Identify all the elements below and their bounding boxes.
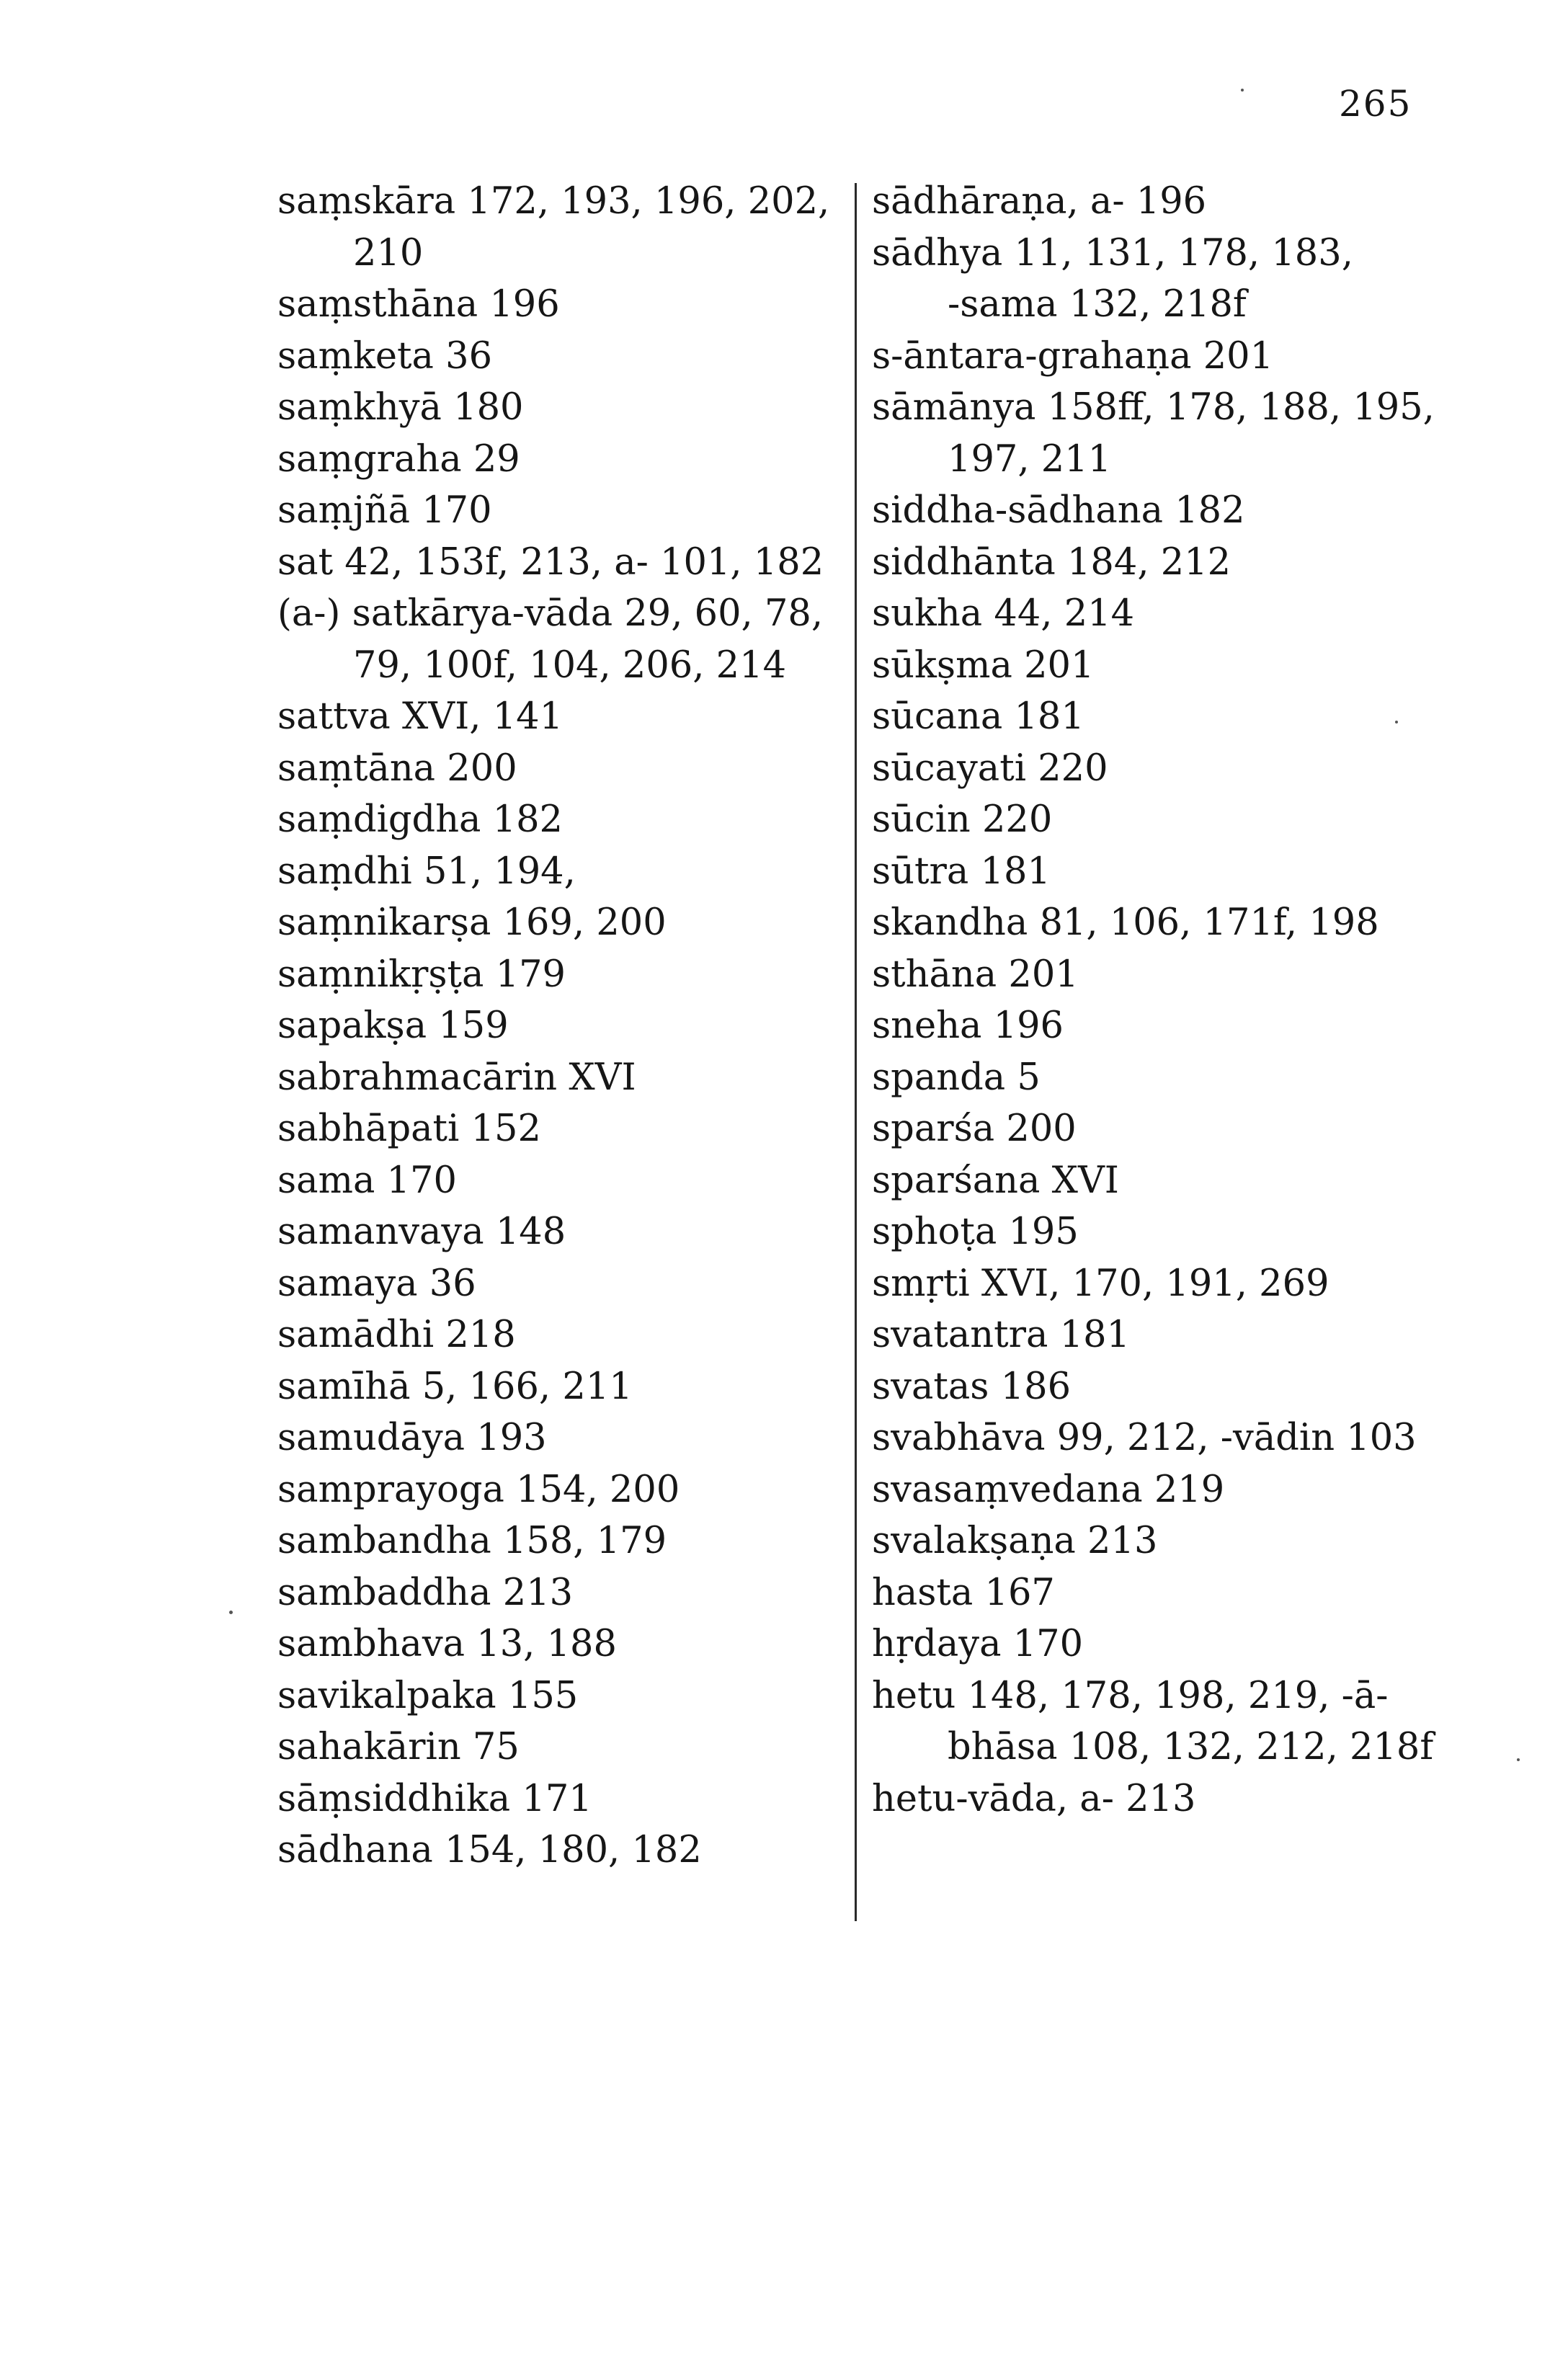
index-entry-text: saṃnikarṣa 169, 200 (277, 901, 667, 944)
column-divider (855, 183, 857, 1921)
index-entry-text: sphoṭa 195 (872, 1211, 1079, 1253)
index-entry (872, 1515, 1463, 1567)
index-entry-text: sāmānya 158ff, 178, 188, 195, (872, 386, 1435, 429)
index-entry-text: saṃgraha 29 (277, 437, 520, 481)
index-entry (872, 640, 1463, 692)
index-entry (872, 794, 1463, 846)
index-entry (872, 537, 1463, 589)
index-entry-text: smṛti XVI, 170, 191, 269 (872, 1262, 1329, 1305)
index-entry (277, 1773, 839, 1825)
page-number: 265 (1339, 83, 1412, 125)
index-entry-text: saṃtāna 200 (277, 747, 517, 790)
index-entry-text: samaya 36 (277, 1262, 476, 1305)
index-entry (277, 1515, 839, 1567)
index-entry-text: siddha-sādhana 182 (872, 489, 1245, 532)
index-entry (277, 897, 839, 949)
index-entry-continuation: -sama 132, 218f (948, 283, 1247, 326)
index-entry-text: sāṃsiddhika 171 (277, 1777, 592, 1820)
index-entry-text: svatas 186 (872, 1365, 1072, 1408)
index-entry-text: samādhi 218 (277, 1314, 516, 1356)
index-entry-text: sūkṣma 201 (872, 644, 1095, 687)
index-entry-text: samanvaya 148 (277, 1211, 566, 1253)
index-entry (872, 485, 1463, 537)
index-entry-text: saṃketa 36 (277, 334, 493, 378)
print-speck (1241, 89, 1244, 92)
index-entry-text: sambaddha 213 (277, 1571, 574, 1614)
index-entry (872, 176, 1463, 228)
index-entry (277, 1567, 839, 1619)
index-entry (277, 1361, 839, 1413)
index-entry (872, 331, 1463, 383)
index-entry-text: (a-) satkārya-vāda 29, 60, 78, (277, 592, 824, 635)
index-entry (277, 434, 839, 486)
index-entry-text: sūcin 220 (872, 798, 1053, 841)
index-entry (872, 1361, 1463, 1413)
index-entry (277, 794, 839, 846)
index-entry (277, 1103, 839, 1155)
index-entry-text: sādhana 154, 180, 182 (277, 1829, 702, 1871)
index-entry (277, 331, 839, 383)
index-entry-text: spanda 5 (872, 1056, 1041, 1099)
index-entry (872, 1773, 1463, 1825)
index-entry (277, 1618, 839, 1670)
index-entry (872, 1567, 1463, 1619)
index-entry (872, 228, 1463, 331)
index-entry (277, 1052, 839, 1104)
index-entry-text: s-āntara-grahaṇa 201 (872, 334, 1274, 378)
index-entry-text: sapakṣa 159 (277, 1005, 509, 1047)
index-entry-continuation: 197, 211 (948, 437, 1112, 481)
index-entry (872, 1052, 1463, 1104)
index-entry-text: saṃnikṛṣṭa 179 (277, 953, 566, 996)
index-entry-text: samudāya 193 (277, 1417, 547, 1459)
index-entry-text: sūcayati 220 (872, 747, 1108, 790)
index-entry (872, 1206, 1463, 1258)
index-entry-text: svatantra 181 (872, 1314, 1130, 1356)
index-entry (872, 1309, 1463, 1361)
index-entry (872, 897, 1463, 949)
index-entry-text: samprayoga 154, 200 (277, 1468, 680, 1511)
index-entry-text: svabhāva 99, 212, -vādin 103 (872, 1417, 1417, 1459)
index-entry (872, 1258, 1463, 1310)
index-entry (872, 743, 1463, 795)
index-entry-text: saṃsthāna 196 (277, 283, 560, 326)
index-entry-text: sahakārin 75 (277, 1726, 520, 1768)
index-entry-text: hṛdaya 170 (872, 1623, 1084, 1665)
index-entry (277, 537, 839, 589)
index-entry (277, 1000, 839, 1052)
index-entry (872, 1155, 1463, 1207)
index-entry (277, 691, 839, 743)
index-entry (872, 1103, 1463, 1155)
print-speck (1395, 721, 1398, 723)
index-entry-text: savikalpaka 155 (277, 1674, 579, 1717)
index-entry (277, 382, 839, 434)
index-entry-text: sparśana XVI (872, 1159, 1119, 1202)
print-speck (229, 1611, 233, 1614)
index-entry (872, 1464, 1463, 1516)
index-entry-text: sukha 44, 214 (872, 592, 1135, 635)
index-column-right (872, 176, 1463, 1825)
index-entry (872, 1670, 1463, 1773)
index-entry-text: skandha 81, 106, 171f, 198 (872, 901, 1379, 944)
index-entry-text: saṃdhi 51, 194, (277, 850, 576, 893)
index-entry-text: sabhāpati 152 (277, 1108, 541, 1150)
index-entry (872, 1618, 1463, 1670)
index-entry-text: sādhya 11, 131, 178, 183, (872, 231, 1353, 275)
index-entry-text: sat 42, 153f, 213, a- 101, 182 (277, 540, 824, 584)
index-entry-text: sambandha 158, 179 (277, 1520, 667, 1562)
index-entry-text: saṃjñā 170 (277, 489, 492, 532)
index-entry (277, 1670, 839, 1722)
index-entry (277, 1464, 839, 1516)
index-entry (277, 1412, 839, 1464)
index-entry-text: saṃdigdha 182 (277, 798, 563, 841)
index-entry (277, 1309, 839, 1361)
index-entry (277, 949, 839, 1001)
index-entry (872, 691, 1463, 743)
index-entry-continuation: 210 (353, 231, 424, 275)
index-entry (872, 949, 1463, 1001)
index-entry-text: hetu 148, 178, 198, 219, -ā- (872, 1674, 1389, 1717)
index-entry (277, 1258, 839, 1310)
index-entry-continuation: bhāsa 108, 132, 212, 218f (948, 1726, 1434, 1768)
index-entry (277, 485, 839, 537)
index-entry-text: sama 170 (277, 1159, 457, 1202)
index-entry-text: sūtra 181 (872, 850, 1051, 893)
index-entry (277, 588, 839, 691)
index-entry (872, 588, 1463, 640)
index-entry-text: saṃskāra 172, 193, 196, 202, (277, 180, 830, 223)
index-entry-text: sparśa 200 (872, 1108, 1077, 1150)
index-entry-text: hasta 167 (872, 1571, 1055, 1614)
index-entry-text: saṃkhyā 180 (277, 386, 524, 429)
index-entry-continuation: 79, 100f, 104, 206, 214 (353, 644, 787, 687)
index-entry-text: hetu-vāda, a- 213 (872, 1777, 1196, 1820)
index-entry (277, 743, 839, 795)
index-entry (277, 1155, 839, 1207)
index-entry (277, 279, 839, 331)
index-entry-text: sādhāraṇa, a- 196 (872, 180, 1207, 223)
index-entry-text: sattva XVI, 141 (277, 695, 564, 738)
index-entry-text: sambhava 13, 188 (277, 1623, 617, 1665)
index-entry-text: svalakṣaṇa 213 (872, 1520, 1158, 1562)
index-column-left (277, 176, 839, 1876)
index-entry-text: sthāna 201 (872, 953, 1079, 996)
index-entry (277, 1825, 839, 1876)
index-entry (872, 1000, 1463, 1052)
index-entry (872, 846, 1463, 898)
index-entry-text: sneha 196 (872, 1005, 1064, 1047)
index-entry-text: samīhā 5, 166, 211 (277, 1365, 633, 1408)
print-speck (1517, 1758, 1520, 1761)
index-entry (872, 382, 1463, 485)
index-entry-text: sūcana 181 (872, 695, 1084, 738)
index-entry-text: svasaṃvedana 219 (872, 1468, 1225, 1511)
index-entry-text: sabrahmacārin XVI (277, 1056, 636, 1099)
index-entry (277, 846, 839, 898)
index-entry-text: siddhānta 184, 212 (872, 540, 1231, 584)
index-entry (277, 1722, 839, 1773)
index-entry (277, 1206, 839, 1258)
index-entry (277, 176, 839, 279)
index-entry (872, 1412, 1463, 1464)
